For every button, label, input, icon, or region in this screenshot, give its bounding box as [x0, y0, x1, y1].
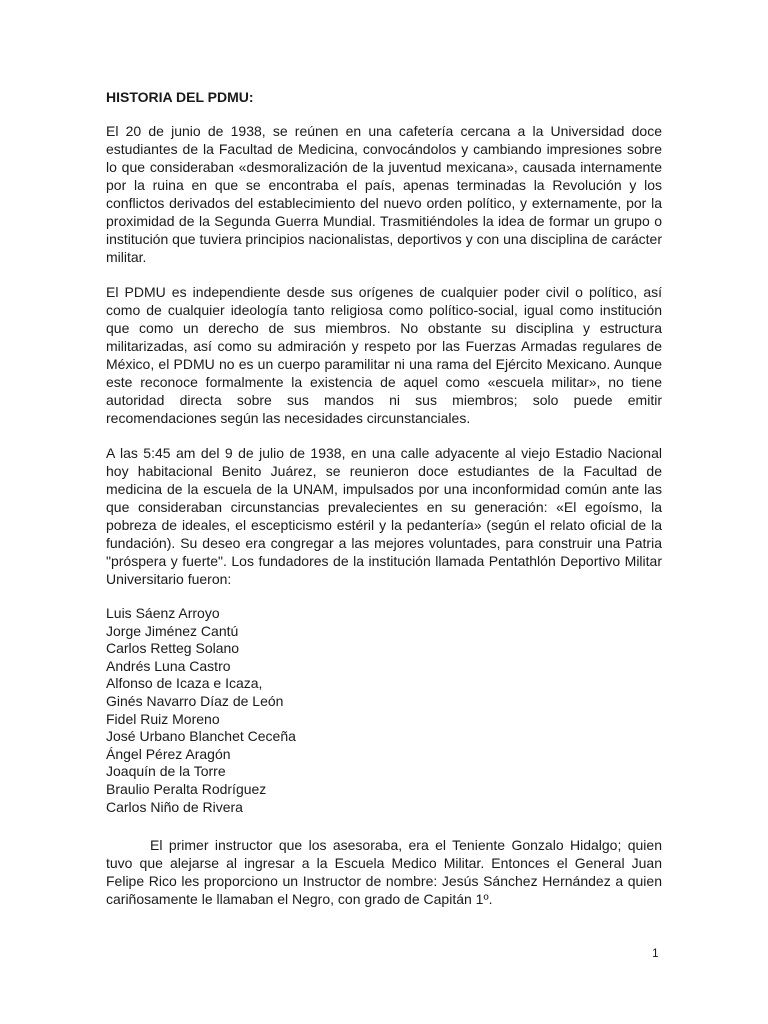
founder-name: Ginés Navarro Díaz de León — [106, 692, 284, 709]
document-page — [106, 88, 662, 925]
founders-list — [106, 605, 662, 816]
paragraph-foundation: A las 5:45 am del 9 de julio de 1938, en una calle adyacente al viejo Estadio Nacional hoy habitacional Benito Juárez, se reunieron doce estudiantes de la Facultad de medicina de la escuela de la UNAM, impulsados por una inconformidad común ante las que consideraban circunstancias prevalecientes en su generación: «El egoísmo, la pobreza de ideales, el escepticismo estéril y la pedantería» (según el relato oficial de la fundación). Su deseo era congregar a las mejores voluntades, para construir una Patria "próspera y fuerte". Los fundadores de la institución llamada Pentathlón Deportivo Militar Universitario fueron: — [106, 445, 662, 587]
paragraph-founding-meeting: El 20 de junio de 1938, se reúnen en una cafetería cercana a la Universidad doce estudiantes de la Facultad de Medicina, convocándolos y cambiando impresiones sobre lo que consideraban «desmoralización de la juventud mexicana», causada internamente por la ruina en que se encontraba el país, apenas terminadas la Revolución y los conflictos derivados del establecimiento del nuevo orden político, y externamente, por la proximidad de la Segunda Guerra Mundial. Trasmitiéndoles la idea de formar un grupo o institución que tuviera principios nacionalistas, deportivos y con una disciplina de carácter militar. — [106, 123, 662, 265]
founder-name: Braulio Peralta Rodríguez — [106, 780, 267, 797]
founder-name: Alfonso de Icaza e Icaza, — [106, 675, 263, 692]
founder-name: Carlos Niño de Rivera — [106, 798, 243, 815]
founder-name: Jorge Jiménez Cantú — [106, 622, 239, 639]
paragraph-independence: El PDMU es independiente desde sus orígenes de cualquier poder civil o político, así como de cualquier ideología tanto religiosa como político-social, igual como institución que como un derecho de sus miembros. No obstante su disciplina y estructura militarizadas, así como su admiración y respeto por las Fuerzas Armadas regulares de México, el PDMU no es un cuerpo paramilitar ni una rama del Ejército Mexicano. Aunque este reconoce formalmente la existencia de aquel como «escuela militar», no tiene autoridad directa sobre sus mandos ni sus miembros; solo puede emitir recomendaciones según las necesidades circunstanciales. — [106, 284, 662, 426]
founder-name: Ángel Pérez Aragón — [106, 745, 231, 762]
founder-name: José Urbano Blanchet Ceceña — [106, 728, 296, 745]
document-title: HISTORIA DEL PDMU: — [106, 89, 254, 105]
founder-name: Fidel Ruiz Moreno — [106, 710, 220, 727]
paragraph-first-instructor: El primer instructor que los asesoraba, era el Teniente Gonzalo Hidalgo; quien tuvo que alejarse al ingresar a la Escuela Medico Militar. Entonces el General Juan Felipe Rico les proporciono un Instructor de nombre: Jesús Sánchez Hernández a quien cariñosamente le llamaban el Negro, con grado de Capitán 1º. — [106, 837, 662, 908]
founder-name: Joaquín de la Torre — [106, 763, 226, 780]
page-number: 1 — [652, 946, 659, 960]
founder-name: Luis Sáenz Arroyo — [106, 605, 220, 621]
founder-name: Andrés Luna Castro — [106, 657, 231, 674]
founder-name: Carlos Retteg Solano — [106, 640, 240, 657]
